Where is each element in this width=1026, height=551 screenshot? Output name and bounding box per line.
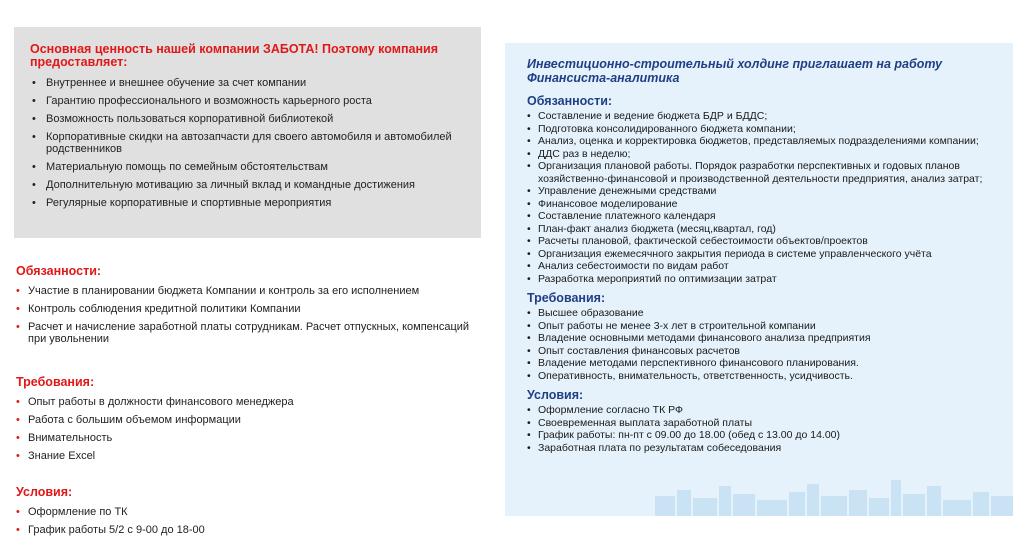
list-item: • График работы 5/2 с 9-00 до 18-00: [16, 524, 476, 536]
list-item: • Участие в планировании бюджета Компании и контроль за его исполнением: [16, 285, 476, 297]
list-item: • Опыт составления финансовых расчетов: [527, 345, 993, 358]
list-item: • ДДС раз в неделю;: [527, 148, 993, 161]
list-item: • Оперативность, внимательность, ответственность, усидчивость.: [527, 370, 993, 383]
section-title: Требования:: [16, 375, 95, 389]
list-item: • Управление денежными средствами: [527, 185, 993, 198]
list-item: • Внимательность: [16, 432, 476, 444]
list-item: • Знание Excel: [16, 450, 476, 462]
conditions-list: [16, 506, 476, 536]
benefits-panel: [14, 27, 481, 238]
right-conditions-section: [527, 388, 993, 454]
list-item: • Возможность пользоваться корпоративной библиотекой: [30, 113, 465, 125]
conditions-list: [527, 404, 993, 454]
benefits-list: [30, 77, 465, 209]
section-title: Обязанности:: [16, 264, 102, 278]
section-title: Требования:: [527, 291, 606, 305]
left-requirements-section: [16, 375, 476, 468]
right-requirements-section: [527, 291, 993, 382]
list-item: • Своевременная выплата заработной платы: [527, 417, 993, 430]
left-conditions-section: [16, 485, 476, 542]
list-item: • График работы: пн-пт с 09.00 до 18.00 (обед с 13.00 до 14.00): [527, 429, 993, 442]
list-item: • Работа с большим объемом информации: [16, 414, 476, 426]
list-item: • Расчеты плановой, фактической себестоимости объектов/проектов: [527, 235, 993, 248]
section-title: Обязанности:: [527, 94, 613, 108]
list-item: • Владение методами перспективного финансового планирования.: [527, 357, 993, 370]
list-item: • Заработная плата по результатам собеседования: [527, 442, 993, 455]
list-item: • Владение основными методами финансового анализа предприятия: [527, 332, 993, 345]
list-item: • Анализ, оценка и корректировка бюджетов, представляемых подразделениями компании;: [527, 135, 993, 148]
list-item: • Оформление согласно ТК РФ: [527, 404, 993, 417]
list-item: • Контроль соблюдения кредитной политики Компании: [16, 303, 476, 315]
section-title: Условия:: [527, 388, 584, 402]
section-title: Условия:: [16, 485, 73, 499]
list-item: • Подготовка консолидированного бюджета компании;: [527, 123, 993, 136]
list-item: • Организация плановой работы. Порядок разработки перспективных и годовых планов хозяйственно-финансовой и производственной деятельности предприятия, анализ затрат;: [527, 160, 993, 185]
list-item: • Анализ себестоимости по видам работ: [527, 260, 993, 273]
left-duties-section: [16, 264, 476, 351]
list-item: • Корпоративные скидки на автозапчасти для своего автомобиля и автомобилей родственников: [30, 131, 465, 155]
vacancy-title: Инвестиционно-строительный холдинг приглашает на работу Финансиста-аналитика: [527, 57, 943, 85]
list-item: • Организация ежемесячного закрытия периода в системе управленческого учёта: [527, 248, 993, 261]
list-item: • Опыт работы в должности финансового менеджера: [16, 396, 476, 408]
duties-list: [527, 110, 993, 285]
list-item: • План-факт анализ бюджета (месяц,квартал, год): [527, 223, 993, 236]
list-item: • Материальную помощь по семейным обстоятельствам: [30, 161, 465, 173]
list-item: • Оформление по ТК: [16, 506, 476, 518]
vacancy-panel: [505, 43, 1013, 516]
duties-list: [16, 285, 476, 345]
requirements-list: [16, 396, 476, 462]
list-item: • Финансовое моделирование: [527, 198, 993, 211]
list-item: • Гарантию профессионального и возможность карьерного роста: [30, 95, 465, 107]
requirements-list: [527, 307, 993, 382]
city-skyline-icon: [505, 456, 1013, 516]
list-item: • Составление и ведение бюджета БДР и БДДС;: [527, 110, 993, 123]
list-item: • Расчет и начисление заработной платы сотрудникам. Расчет отпускных, компенсаций при увольнении: [16, 321, 476, 345]
list-item: • Внутреннее и внешнее обучение за счет компании: [30, 77, 465, 89]
right-duties-section: [527, 94, 993, 285]
list-item: • Регулярные корпоративные и спортивные мероприятия: [30, 197, 465, 209]
list-item: • Опыт работы не менее 3-х лет в строительной компании: [527, 320, 993, 333]
list-item: • Составление платежного календаря: [527, 210, 993, 223]
list-item: • Разработка мероприятий по оптимизации затрат: [527, 273, 993, 286]
list-item: • Дополнительную мотивацию за личный вклад и командные достижения: [30, 179, 465, 191]
benefits-title: Основная ценность нашей компании ЗАБОТА! Поэтому компания предоставляет:: [30, 42, 439, 69]
list-item: • Высшее образование: [527, 307, 993, 320]
